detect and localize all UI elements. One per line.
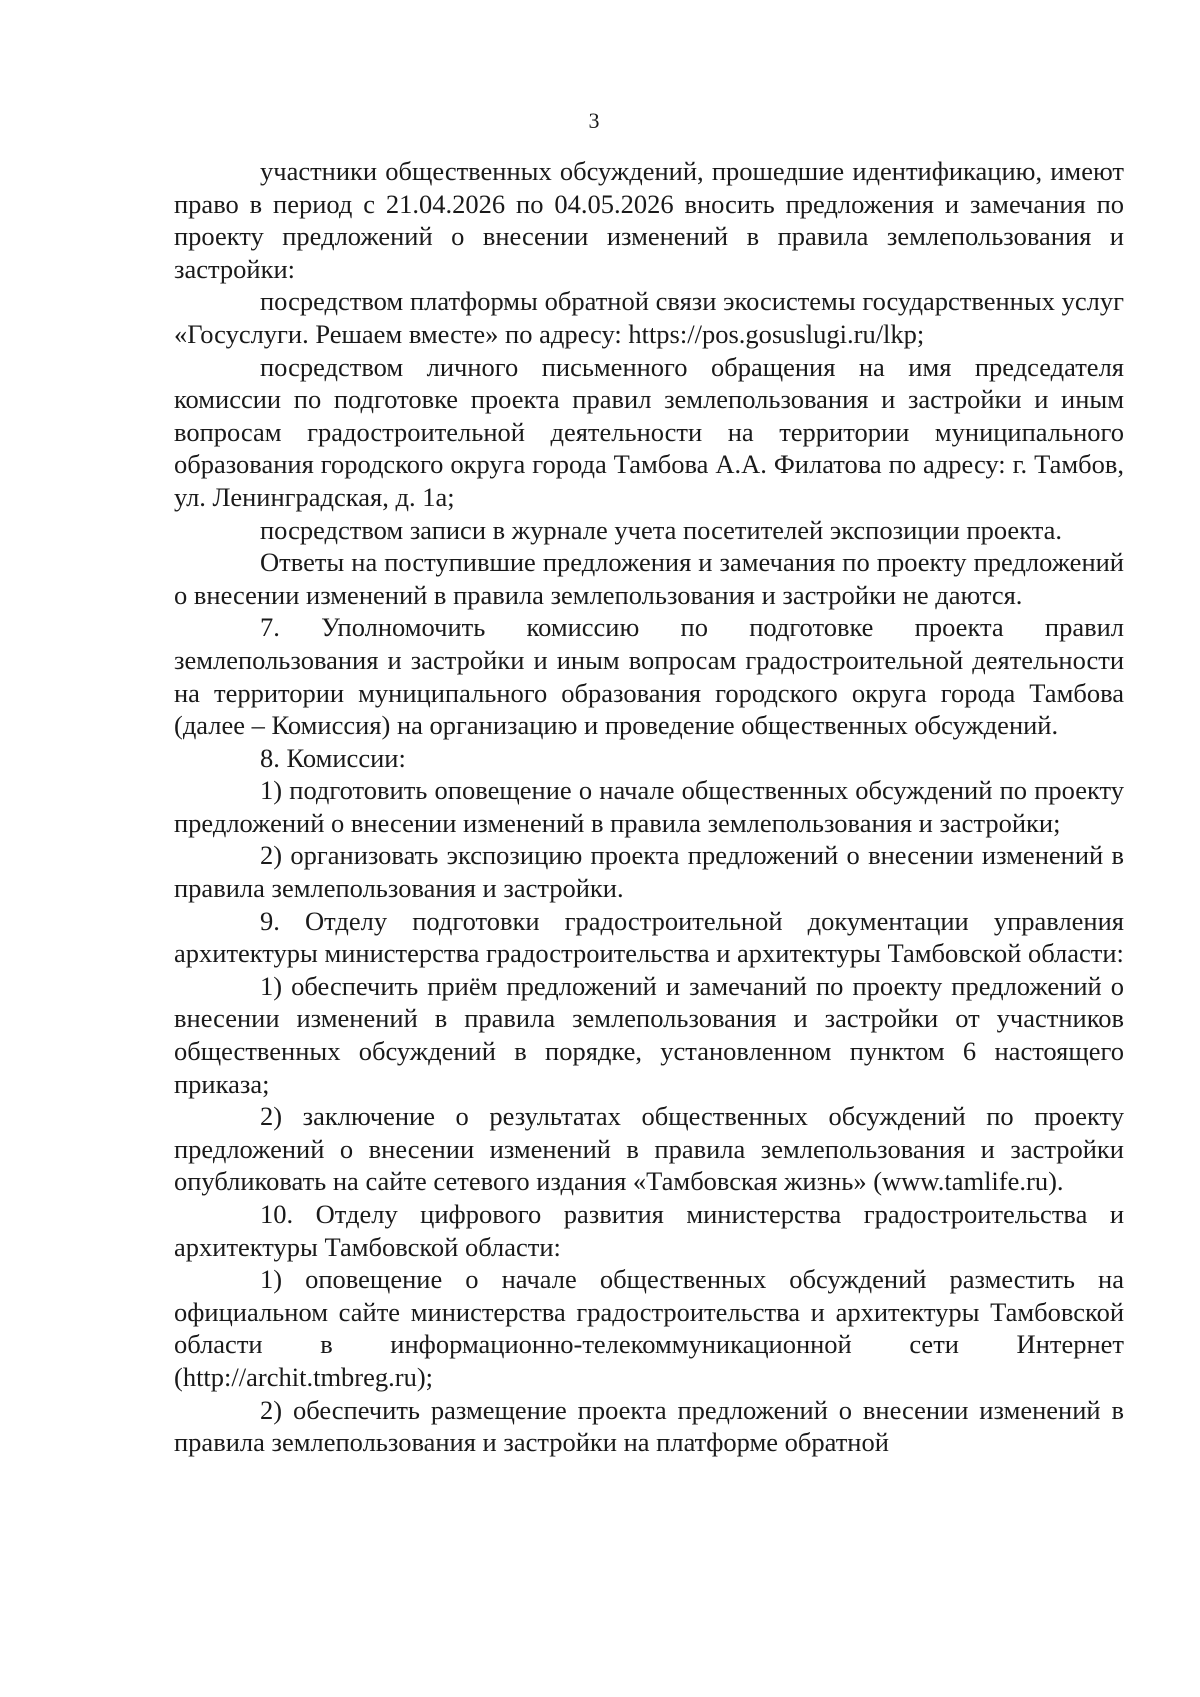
paragraph-gosuslugi-platform: посредством платформы обратной связи экосистемы государственных услуг «Госуслуги. Решаем вместе» по адресу: https://pos.gosuslugi.ru/lkp; <box>174 286 1124 349</box>
paragraph-item-7: 7. Уполномочить комиссию по подготовке проекта правил землепользования и застройки и иным вопросам градостроительной деятельности на территории муниципального образования городского округа города Тамбова (далее – Комиссия) на организацию и проведение общественных обсуждений. <box>174 612 1124 741</box>
paragraph-item-10-2: 2) обеспечить размещение проекта предложений о внесении изменений в правила землепользования и застройки на платформе обратной <box>174 1394 1124 1458</box>
document-body <box>174 155 1124 1459</box>
paragraph-item-8-2: 2) организовать экспозицию проекта предложений о внесении изменений в правила землепользования и застройки. <box>174 840 1124 904</box>
paragraph-item-8-1: 1) подготовить оповещение о начале общественных обсуждений по проекту предложений о внесении изменений в правила землепользования и застройки; <box>174 775 1124 838</box>
paragraph-no-answers: Ответы на поступившие предложения и замечания по проекту предложений о внесении изменений в правила землепользования и застройки не даются. <box>174 547 1124 610</box>
paragraph-visitor-journal: посредством записи в журнале учета посетителей экспозиции проекта. <box>260 514 1063 545</box>
paragraph-item-8: 8. Комиссии: <box>260 742 406 773</box>
paragraph-written-appeal: посредством личного письменного обращения на имя председателя комиссии по подготовке проекта правил землепользования и застройки и иным вопросам градостроительной деятельности на территории муниципального образования городского округа города Тамбова А.А. Филатова по адресу: г. Тамбов, ул. Ленинградская, д. 1а; <box>174 351 1124 512</box>
paragraph-participants-rights: участники общественных обсуждений, прошедшие идентификацию, имеют право в период с 21.04.2026 по 04.05.2026 вносить предложения и замечания по проекту предложений о внесении изменений в правила землепользования и застройки: <box>174 156 1124 284</box>
page-number: 3 <box>588 108 600 133</box>
paragraph-item-9-2: 2) заключение о результатах общественных обсуждений по проекту предложений о внесении изменений в правила землепользования и застройки опубликовать на сайте сетевого издания «Тамбовская жизнь» (www.tamlife.ru). <box>174 1101 1124 1197</box>
paragraph-item-9-1: 1) обеспечить приём предложений и замечаний по проекту предложений о внесении изменений в правила землепользования и застройки от участников общественных обсуждений в порядке, установленном пунктом 6 настоящего приказа; <box>174 970 1124 1099</box>
paragraph-item-10: 10. Отделу цифрового развития министерства градостроительства и архитектуры Тамбовской области: <box>174 1199 1124 1262</box>
paragraph-item-9: 9. Отделу подготовки градостроительной документации управления архитектуры министерства градостроительства и архитектуры Тамбовской области: <box>174 905 1124 969</box>
paragraph-item-10-1: 1) оповещение о начале общественных обсуждений разместить на официальном сайте министерства градостроительства и архитектуры Тамбовской области в информационно-телекоммуникационной сети Интернет (http://archit.tmbreg.ru); <box>174 1264 1124 1392</box>
